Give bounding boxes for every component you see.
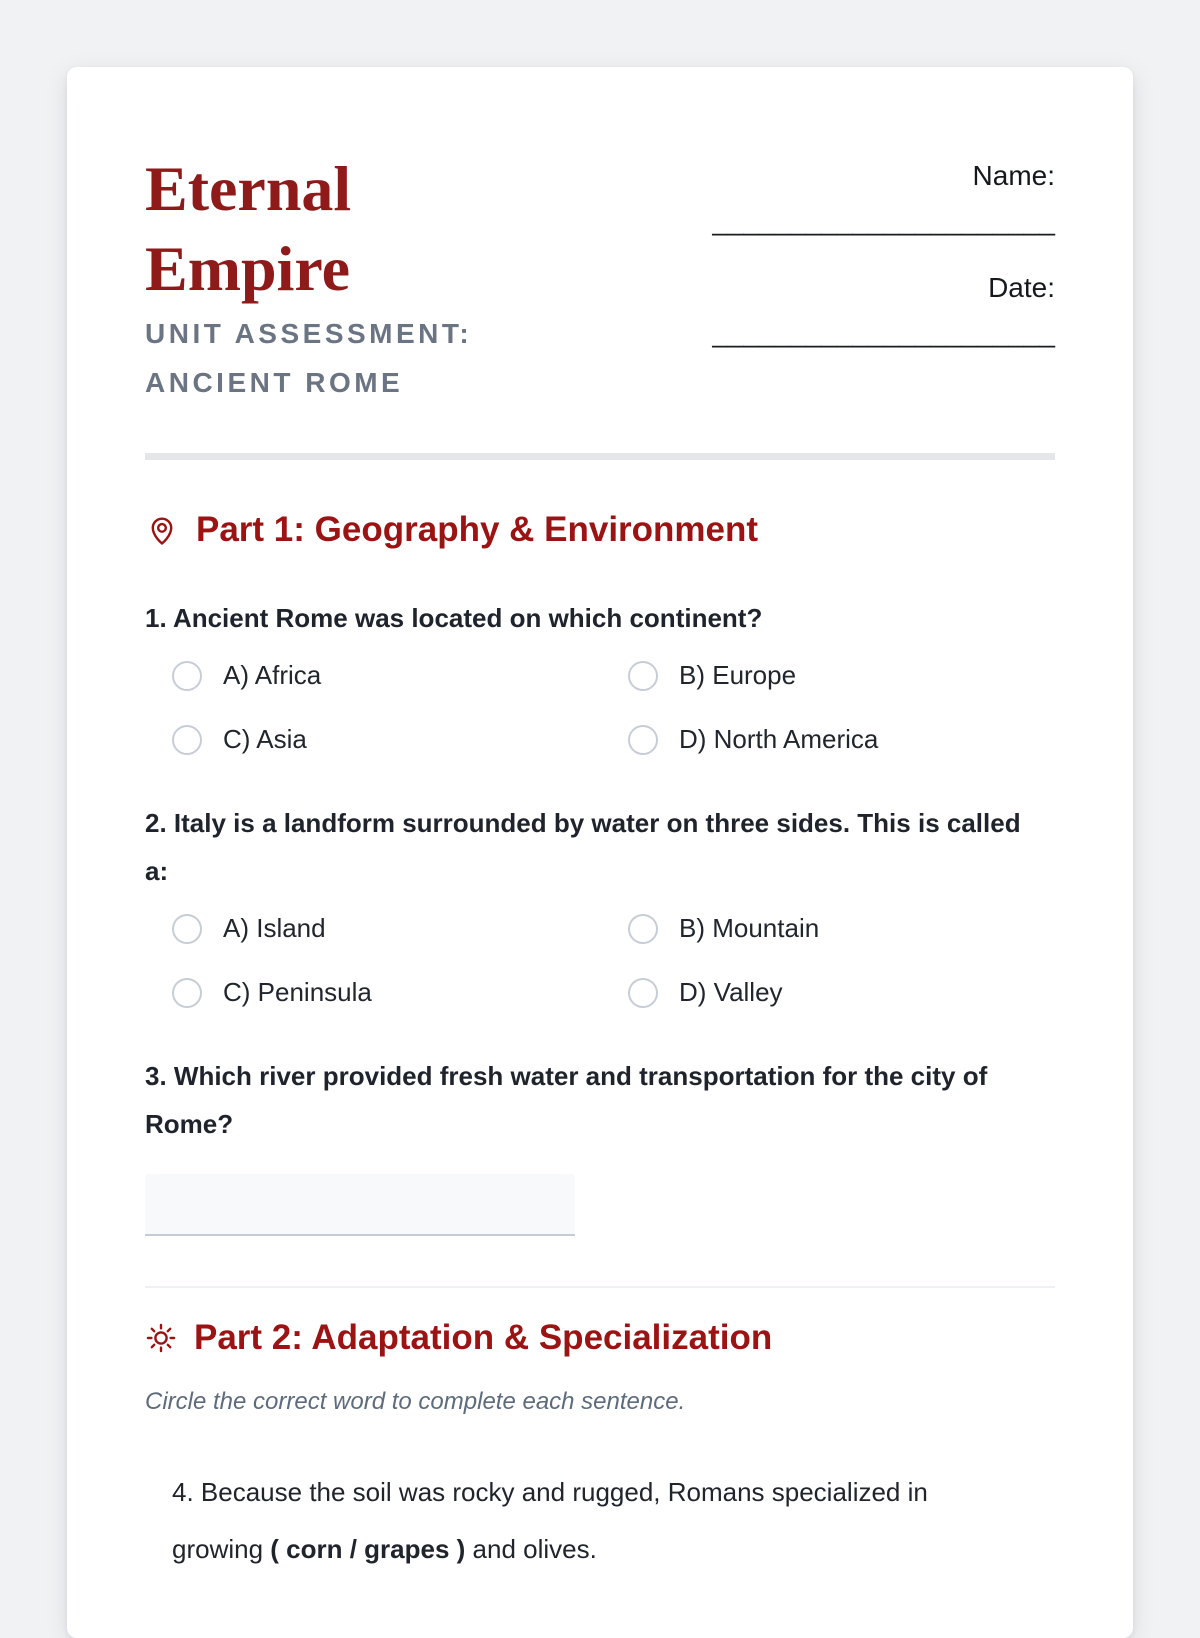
title-line-2: Empire (145, 233, 351, 304)
subtitle-line-2: ANCIENT ROME (145, 367, 404, 398)
part2-heading-label: Part 2: Adaptation & Specialization (194, 1318, 773, 1357)
question-2-options (172, 913, 1055, 1008)
worksheet-title (145, 149, 472, 309)
worksheet-card (67, 67, 1133, 1638)
part2-instruction: Circle the correct word to complete each sentence. (145, 1388, 686, 1415)
radio-button[interactable] (172, 661, 202, 691)
subtitle-line-1: UNIT ASSESSMENT: (145, 318, 473, 349)
header-divider (145, 453, 1055, 460)
option-label: B) Europe (679, 660, 797, 690)
sentence-segment: 4. Because the soil was rocky and rugged, Romans specialized in growing (172, 1477, 928, 1564)
option-2c[interactable] (172, 977, 628, 1008)
radio-button[interactable] (172, 725, 202, 755)
date-label: Date: (988, 272, 1055, 303)
option-1c[interactable] (172, 724, 628, 755)
worksheet-header (145, 149, 1055, 407)
name-date-block (707, 149, 1055, 407)
radio-button[interactable] (172, 914, 202, 944)
option-label: C) Asia (223, 724, 307, 754)
option-label: D) North America (679, 724, 879, 754)
option-2d[interactable] (628, 977, 1055, 1008)
answer-input[interactable] (145, 1174, 575, 1236)
map-pin-icon (145, 513, 179, 547)
question-3 (145, 1052, 1055, 1236)
radio-button[interactable] (628, 725, 658, 755)
radio-button[interactable] (628, 661, 658, 691)
part1-heading-label: Part 1: Geography & Environment (196, 510, 759, 549)
option-2a[interactable] (172, 913, 628, 944)
option-label: C) Peninsula (223, 977, 372, 1007)
option-1b[interactable] (628, 660, 1055, 691)
radio-button[interactable] (628, 914, 658, 944)
part2-section (145, 1318, 1055, 1578)
word-choice[interactable]: ( corn / grapes ) (270, 1534, 466, 1564)
question-1-options (172, 660, 1055, 755)
option-1d[interactable] (628, 724, 1055, 755)
part2-heading (145, 1318, 1055, 1358)
option-label: D) Valley (679, 977, 783, 1007)
question-3-text: 3. Which river provided fresh water and transportation for the city of Rome? (145, 1061, 988, 1139)
radio-button[interactable] (628, 978, 658, 1008)
name-write-line: ______________________ (712, 205, 1055, 236)
worksheet-subtitle (145, 309, 472, 407)
name-label: Name: (972, 160, 1055, 191)
radio-button[interactable] (172, 978, 202, 1008)
option-label: A) Island (223, 913, 326, 943)
date-write-line: ______________________ (712, 317, 1055, 348)
title-block (145, 149, 472, 407)
sun-icon (145, 1322, 177, 1354)
option-label: B) Mountain (679, 913, 820, 943)
question-1-text: 1. Ancient Rome was located on which continent? (145, 603, 763, 633)
option-label: A) Africa (223, 660, 322, 690)
section-divider (145, 1286, 1055, 1288)
part1-heading (145, 510, 1055, 550)
question-2 (145, 799, 1055, 1008)
part1-section (145, 510, 1055, 1236)
sentence-item-4 (172, 1464, 947, 1578)
option-2b[interactable] (628, 913, 1055, 944)
title-line-1: Eternal (145, 153, 352, 224)
question-1 (145, 594, 1055, 755)
sentence-segment: and olives. (465, 1534, 597, 1564)
question-2-text: 2. Italy is a landform surrounded by water on three sides. This is called a: (145, 808, 1021, 886)
option-1a[interactable] (172, 660, 628, 691)
